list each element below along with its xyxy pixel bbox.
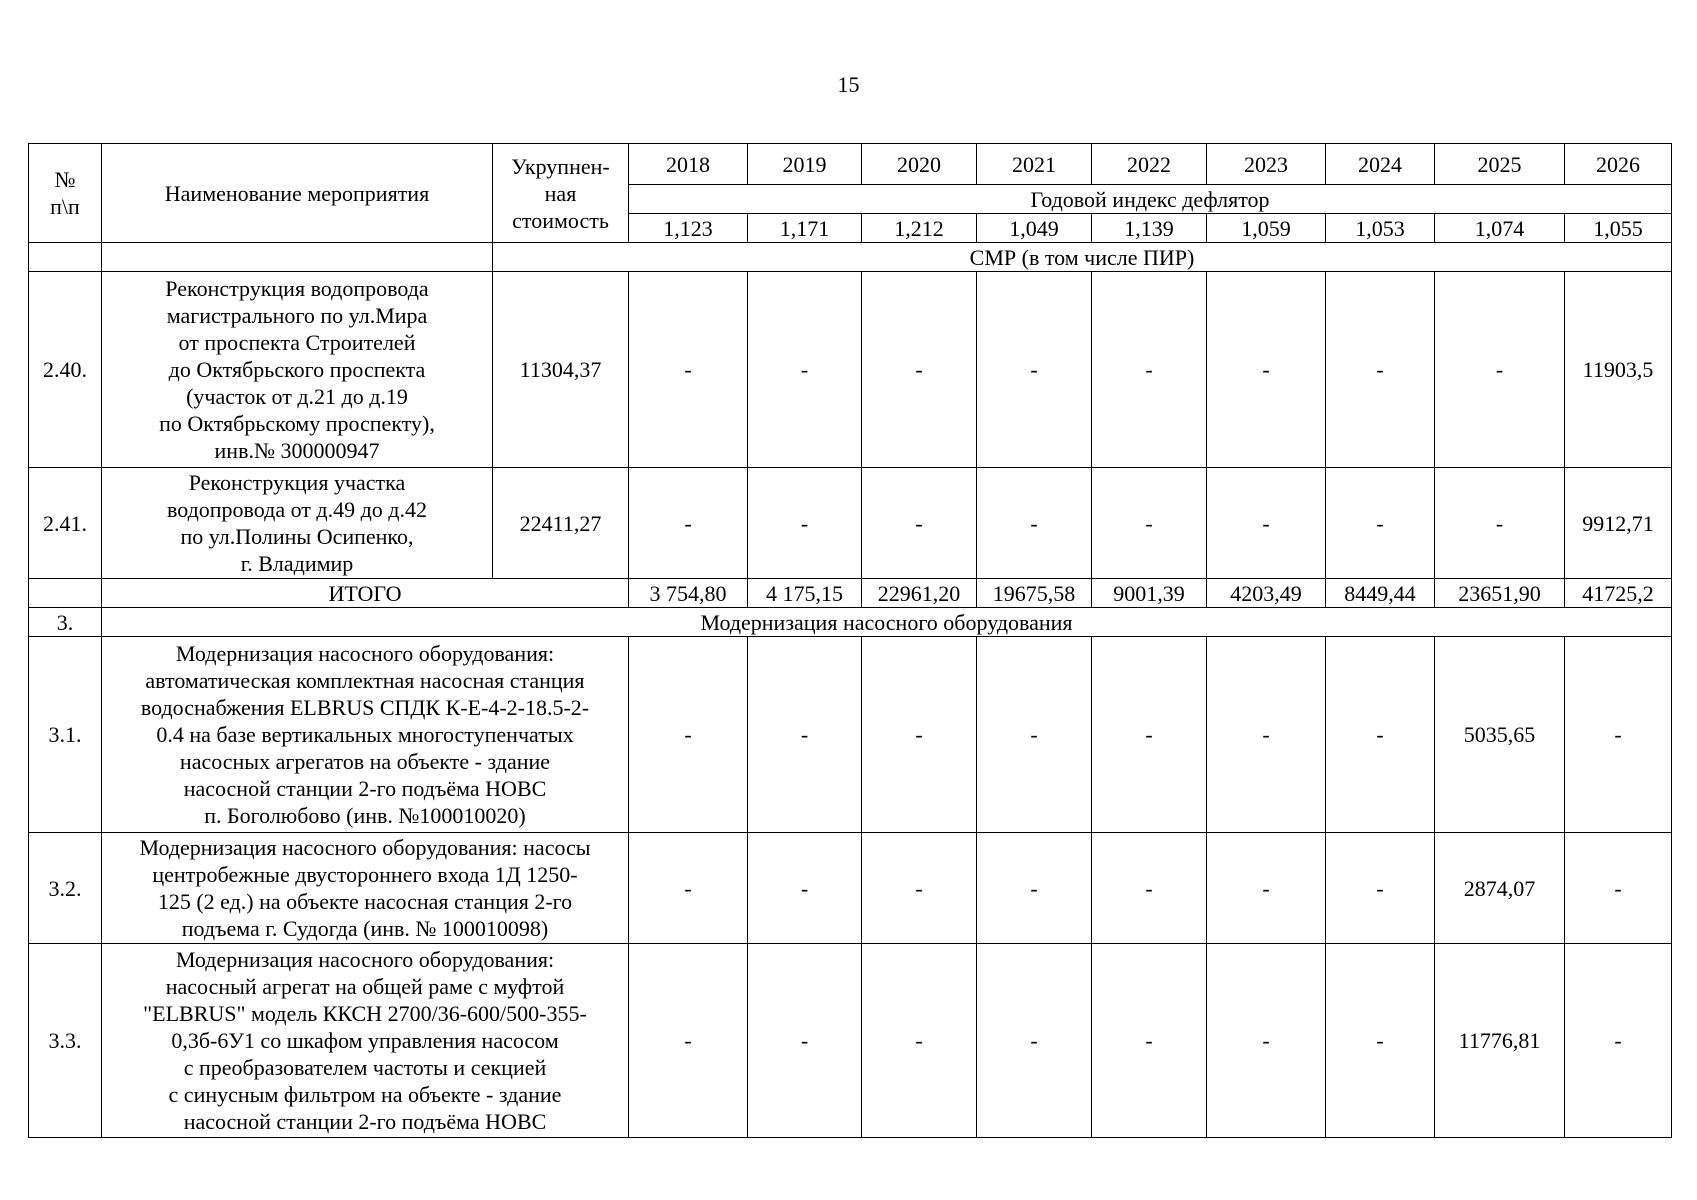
header-smr-row — [29, 243, 1672, 272]
row-value: - — [1092, 944, 1207, 1138]
row-value: 9912,71 — [1565, 468, 1672, 579]
row-value: 11903,5 — [1565, 272, 1672, 468]
row-value: - — [1207, 944, 1326, 1138]
deflator-value: 1,212 — [862, 214, 977, 243]
deflator-value: 1,123 — [629, 214, 748, 243]
smr-label: СМР (в том числе ПИР) — [493, 243, 1672, 272]
row-value: - — [862, 833, 977, 944]
row-value: - — [748, 833, 862, 944]
empty-cell — [29, 243, 102, 272]
section-row — [29, 608, 1672, 637]
row-name: Модернизация насосного оборудования: насосы центробежные двустороннего входа 1Д 1250- 125 (2 ед.) на объекте насосная станция 2-го подъема г. Судогда (инв. № 100010098) — [102, 833, 629, 944]
row-value: - — [977, 272, 1092, 468]
row-value: 5035,65 — [1435, 637, 1565, 833]
row-value: - — [862, 272, 977, 468]
row-value: - — [977, 944, 1092, 1138]
deflator-value: 1,074 — [1435, 214, 1565, 243]
total-value: 3 754,80 — [629, 579, 748, 608]
row-num: 3.2. — [29, 833, 102, 944]
table-row — [29, 944, 1672, 1138]
header-year: 2023 — [1207, 144, 1326, 185]
row-cost: 22411,27 — [493, 468, 629, 579]
header-year: 2022 — [1092, 144, 1207, 185]
row-value: - — [1207, 272, 1326, 468]
row-value: - — [748, 637, 862, 833]
deflator-value: 1,059 — [1207, 214, 1326, 243]
empty-cell — [102, 243, 493, 272]
row-value: - — [977, 637, 1092, 833]
row-name: Реконструкция водопровода магистрального по ул.Мира от проспекта Строителей до Октябрьского проспекта (участок от д.21 до д.19 по Октябрьскому проспекту), инв.№ 300000947 — [102, 272, 493, 468]
row-value: - — [1207, 637, 1326, 833]
row-value: - — [1092, 272, 1207, 468]
total-value: 9001,39 — [1092, 579, 1207, 608]
empty-cell — [29, 579, 102, 608]
total-value: 8449,44 — [1326, 579, 1435, 608]
total-value: 23651,90 — [1435, 579, 1565, 608]
total-value: 19675,58 — [977, 579, 1092, 608]
total-value: 4 175,15 — [748, 579, 862, 608]
total-row — [29, 579, 1672, 608]
deflator-value: 1,171 — [748, 214, 862, 243]
row-value: - — [1565, 944, 1672, 1138]
row-value: - — [748, 468, 862, 579]
row-num: 2.41. — [29, 468, 102, 579]
table-row — [29, 468, 1672, 579]
total-value: 41725,2 — [1565, 579, 1672, 608]
total-value: 22961,20 — [862, 579, 977, 608]
header-year: 2020 — [862, 144, 977, 185]
row-num: 3.1. — [29, 637, 102, 833]
deflator-value: 1,049 — [977, 214, 1092, 243]
row-value: - — [1565, 833, 1672, 944]
total-value: 4203,49 — [1207, 579, 1326, 608]
row-value: - — [629, 272, 748, 468]
row-value: - — [1435, 468, 1565, 579]
deflator-value: 1,053 — [1326, 214, 1435, 243]
header-year: 2021 — [977, 144, 1092, 185]
row-num: 3.3. — [29, 944, 102, 1138]
row-name: Реконструкция участка водопровода от д.49 до д.42 по ул.Полины Осипенко, г. Владимир — [102, 468, 493, 579]
row-value: - — [748, 272, 862, 468]
row-value: - — [977, 833, 1092, 944]
total-label: ИТОГО — [102, 579, 629, 608]
row-value: - — [629, 468, 748, 579]
row-value: - — [748, 944, 862, 1138]
section-title: Модернизация насосного оборудования — [102, 608, 1672, 637]
row-value: - — [1092, 468, 1207, 579]
row-value: - — [629, 833, 748, 944]
row-name: Модернизация насосного оборудования: автоматическая комплектная насосная станция водоснабжения ELBRUS СПДК К-Е-4-2-18.5-2- 0.4 на базе вертикальных многоступенчатых насосных агрегатов на объекте - здание насосной станции 2-го подъёма НОВС п. Боголюбово (инв. №100010020) — [102, 637, 629, 833]
row-value: - — [629, 637, 748, 833]
row-value: - — [1326, 637, 1435, 833]
row-value: - — [862, 468, 977, 579]
header-num: № п\п — [29, 144, 102, 243]
page-number: 15 — [837, 72, 860, 97]
row-value: - — [862, 637, 977, 833]
row-value: - — [862, 944, 977, 1138]
row-value: - — [977, 468, 1092, 579]
row-value: 11776,81 — [1435, 944, 1565, 1138]
header-years-row — [29, 144, 1672, 185]
row-value: - — [1326, 468, 1435, 579]
section-num: 3. — [29, 608, 102, 637]
row-value: - — [1326, 272, 1435, 468]
investment-table — [28, 143, 1672, 1138]
row-value: - — [1435, 272, 1565, 468]
row-value: - — [1207, 833, 1326, 944]
row-name: Модернизация насосного оборудования: насосный агрегат на общей раме с муфтой "ELBRUS" модель ККСН 2700/36-600/500-355- 0,3б-6У1 со шкафом управления насосом с преобразователем частоты и секцией с синусным фильтром на объекте - здание насосной станции 2-го подъёма НОВС — [102, 944, 629, 1138]
header-name: Наименование мероприятия — [102, 144, 493, 243]
deflator-value: 1,139 — [1092, 214, 1207, 243]
row-value: - — [629, 944, 748, 1138]
row-value: - — [1565, 637, 1672, 833]
table-row — [29, 637, 1672, 833]
row-value: - — [1092, 637, 1207, 833]
row-cost: 11304,37 — [493, 272, 629, 468]
header-year: 2024 — [1326, 144, 1435, 185]
deflator-value: 1,055 — [1565, 214, 1672, 243]
deflator-label: Годовой индекс дефлятор — [629, 185, 1672, 214]
row-value: - — [1326, 944, 1435, 1138]
row-value: - — [1092, 833, 1207, 944]
header-year: 2025 — [1435, 144, 1565, 185]
row-num: 2.40. — [29, 272, 102, 468]
row-value: - — [1326, 833, 1435, 944]
header-year: 2018 — [629, 144, 748, 185]
header-year: 2019 — [748, 144, 862, 185]
header-year: 2026 — [1565, 144, 1672, 185]
row-value: 2874,07 — [1435, 833, 1565, 944]
row-value: - — [1207, 468, 1326, 579]
table-row — [29, 833, 1672, 944]
table-row — [29, 272, 1672, 468]
header-cost: Укрупнен- ная стоимость — [493, 144, 629, 243]
